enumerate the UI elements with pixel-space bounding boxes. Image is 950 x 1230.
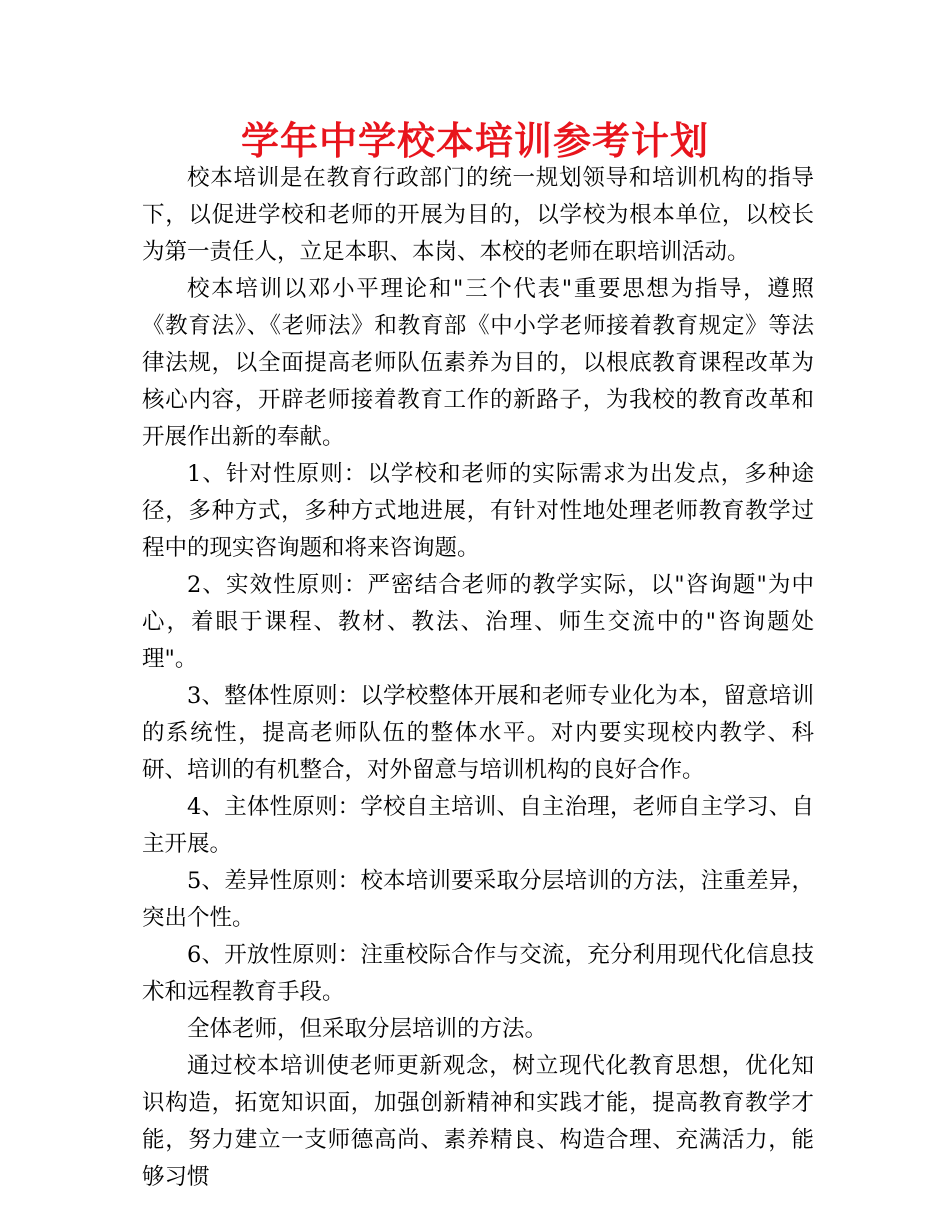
paragraph-principle-2: 2、实效性原则：严密结合老师的教学实际，以"咨询题"为中心，着眼于课程、教材、教法、治理、师生交流中的"咨询题处理"。	[142, 572, 814, 672]
paragraph-principle-5: 5、差异性原则：校本培训要采取分层培训的方法，注重差异，突出个性。	[142, 868, 814, 931]
paragraph-guiding-principle: 校本培训以邓小平理论和"三个代表"重要思想为指导，遵照《教育法》、《老师法》和教育部《中小学老师接着教育规定》等法律法规，以全面提高老师队伍素养为目的，以根底教育课程改革为核心内容，开辟老师接着教育工作的新路子，为我校的教育改革和开展作出新的奉献。	[142, 276, 814, 450]
paragraph-principle-3: 3、整体性原则：以学校整体开展和老师专业化为本，留意培训的系统性，提高老师队伍的整体水平。对内要实现校内教学、科研、培训的有机整合，对外留意与培训机构的良好合作。	[142, 683, 814, 783]
paragraph-target: 全体老师，但采取分层培训的方法。	[187, 1016, 548, 1042]
paragraph-principle-4: 4、主体性原则：学校自主培训、自主治理，老师自主学习、自主开展。	[142, 794, 814, 857]
page-title: 学年中学校本培训参考计划	[240, 119, 709, 163]
paragraph-principle-6: 6、开放性原则：注重校际合作与交流，充分利用现代化信息技术和远程教育手段。	[142, 942, 814, 1005]
paragraph-intro: 校本培训是在教育行政部门的统一规划领导和培训机构的指导下，以促进学校和老师的开展为目的，以学校为根本单位，以校长为第一责任人，立足本职、本岗、本校的老师在职培训活动。	[142, 165, 814, 265]
paragraph-goal: 通过校本培训使老师更新观念，树立现代化教育思想，优化知识构造，拓宽知识面，加强创新精神和实践才能，提高教育教学才能，努力建立一支师德高尚、素养精良、构造合理、充满活力，能够习惯	[142, 1053, 814, 1190]
paragraph-principle-1: 1、针对性原则：以学校和老师的实际需求为出发点，多种途径，多种方式，多种方式地进展，有针对性地处理老师教育教学过程中的现实咨询题和将来咨询题。	[142, 461, 814, 561]
document-body	[142, 160, 814, 1196]
